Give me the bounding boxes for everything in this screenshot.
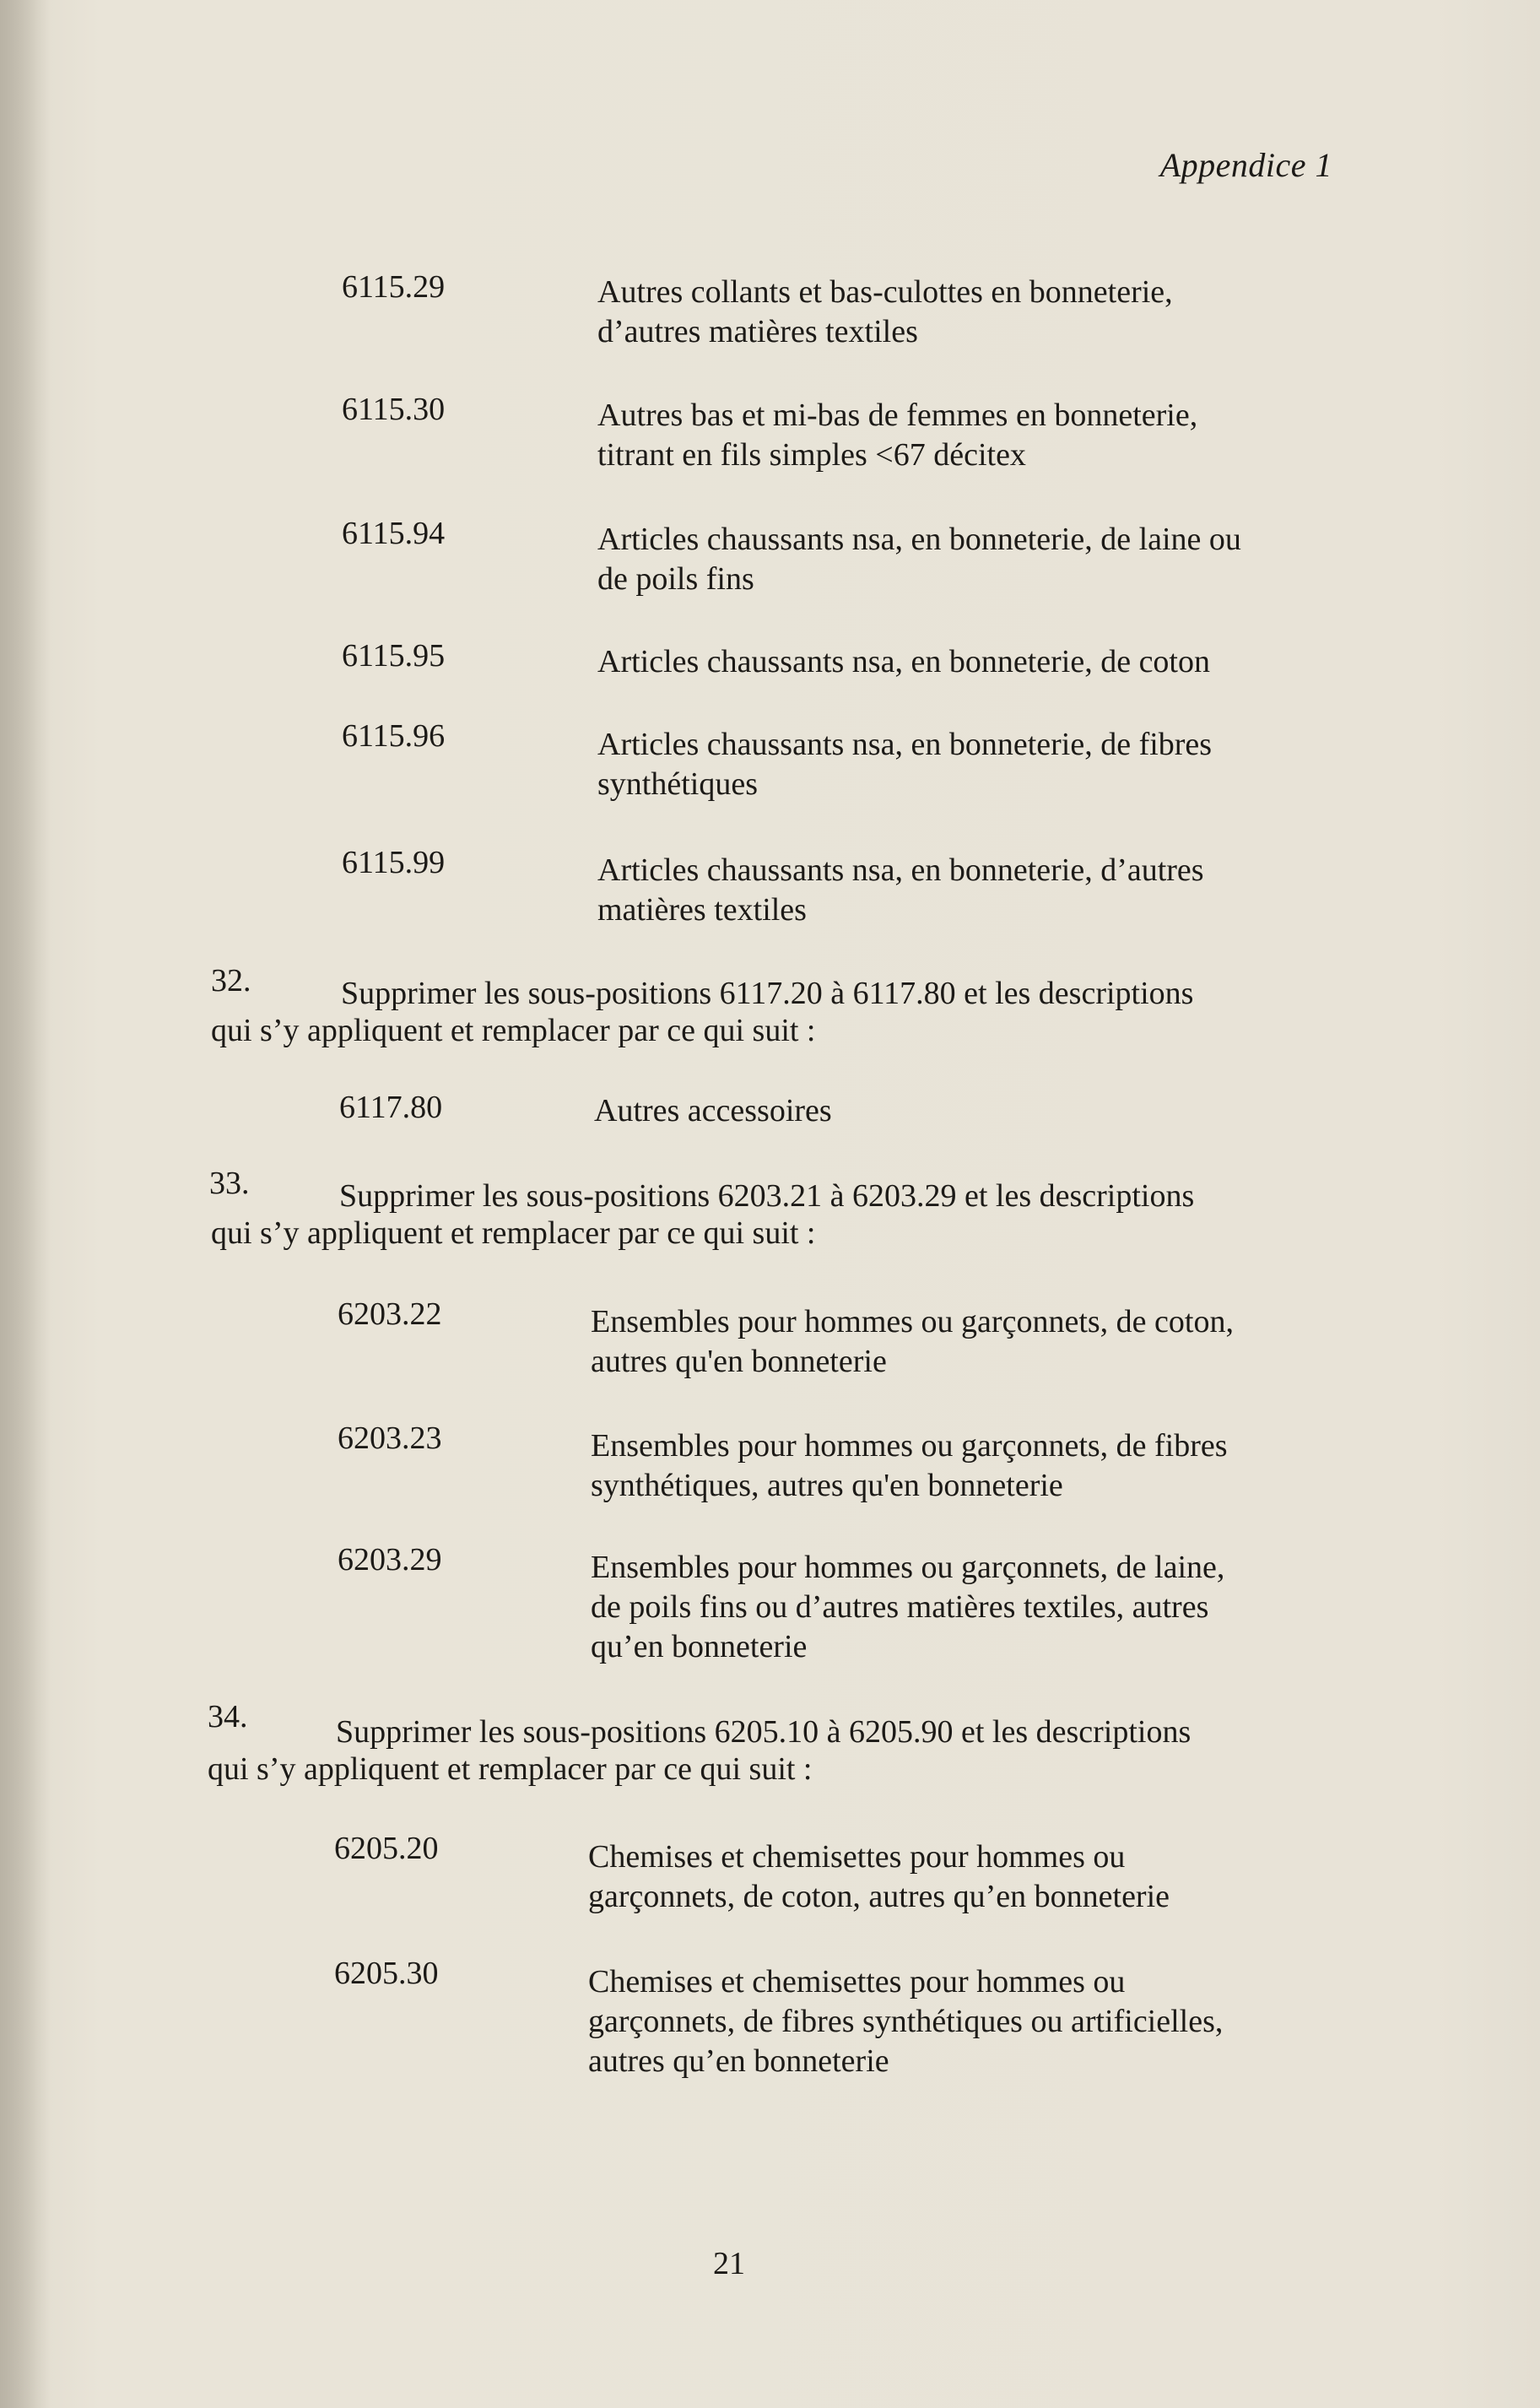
instruction-text — [211, 1177, 1308, 1252]
description-line: autres qu’en bonneterie — [588, 2043, 889, 2079]
instruction-number: 34. — [208, 1699, 248, 1734]
tariff-code: 6203.23 — [338, 1420, 442, 1456]
tariff-description — [588, 1837, 1331, 1917]
tariff-description — [597, 725, 1340, 804]
description-line: autres qu'en bonneterie — [591, 1344, 887, 1379]
description-line: synthétiques, autres qu'en bonneterie — [591, 1468, 1063, 1503]
description-line: Autres collants et bas-culottes en bonneterie, — [597, 274, 1173, 310]
description-line: d’autres matières textiles — [597, 314, 918, 349]
tariff-code: 6115.99 — [342, 845, 446, 880]
description-line: de poils fins — [597, 561, 754, 597]
instruction-line: qui s’y appliquent et remplacer par ce qui suit : — [211, 1215, 816, 1251]
instruction-line: qui s’y appliquent et remplacer par ce qui suit : — [211, 1013, 816, 1048]
tariff-description — [597, 273, 1340, 352]
running-header: Appendice 1 — [1159, 146, 1332, 184]
description-line: matières textiles — [597, 892, 807, 928]
tariff-description — [591, 1426, 1333, 1506]
description-line: Autres bas et mi-bas de femmes en bonneterie, — [597, 398, 1198, 433]
description-line: garçonnets, de fibres synthétiques ou artificielles, — [588, 2004, 1224, 2039]
description-line: qu’en bonneterie — [591, 1629, 808, 1664]
tariff-description — [597, 520, 1340, 599]
instruction-line: Supprimer les sous-positions 6117.20 à 6117.80 et les descriptions — [341, 976, 1194, 1011]
tariff-code: 6115.29 — [342, 269, 446, 305]
tariff-description — [591, 1302, 1333, 1382]
description-line: Autres accessoires — [594, 1093, 832, 1128]
instruction-line: qui s’y appliquent et remplacer par ce qui suit : — [208, 1751, 813, 1787]
tariff-code: 6205.20 — [334, 1831, 439, 1866]
tariff-description — [597, 642, 1340, 682]
instruction-line: Supprimer les sous-positions 6205.10 à 6205.90 et les descriptions — [336, 1714, 1191, 1750]
tariff-code: 6205.30 — [334, 1956, 439, 1991]
instruction-line: Supprimer les sous-positions 6203.21 à 6203.29 et les descriptions — [339, 1178, 1195, 1214]
description-line: Ensembles pour hommes ou garçonnets, de coton, — [591, 1304, 1234, 1339]
instruction-number: 33. — [209, 1166, 250, 1201]
tariff-description — [597, 851, 1340, 930]
description-line: synthétiques — [597, 766, 758, 802]
tariff-code: 6115.94 — [342, 516, 446, 551]
description-line: de poils fins ou d’autres matières textiles, autres — [591, 1589, 1209, 1625]
tariff-description — [591, 1548, 1333, 1667]
description-line: Ensembles pour hommes ou garçonnets, de fibres — [591, 1428, 1228, 1464]
instruction-text — [211, 975, 1308, 1049]
binding-shadow — [0, 0, 51, 2408]
instruction-number: 32. — [211, 963, 251, 998]
description-line: Articles chaussants nsa, en bonneterie, de coton — [597, 644, 1210, 679]
description-line: Chemises et chemisettes pour hommes ou — [588, 1839, 1126, 1875]
tariff-code: 6115.96 — [342, 718, 446, 754]
tariff-code: 6203.29 — [338, 1542, 442, 1577]
description-line: Articles chaussants nsa, en bonneterie, d’autres — [597, 852, 1204, 888]
description-line: Articles chaussants nsa, en bonneterie, de laine ou — [597, 522, 1241, 557]
description-line: Chemises et chemisettes pour hommes ou — [588, 1964, 1126, 1999]
description-line: titrant en fils simples <67 décitex — [597, 437, 1026, 473]
description-line: Ensembles pour hommes ou garçonnets, de laine, — [591, 1550, 1225, 1585]
description-line: garçonnets, de coton, autres qu’en bonneterie — [588, 1879, 1170, 1914]
tariff-description — [597, 396, 1340, 475]
description-line: Articles chaussants nsa, en bonneterie, de fibres — [597, 727, 1213, 762]
tariff-code: 6203.22 — [338, 1296, 442, 1332]
tariff-description — [588, 1962, 1331, 2081]
tariff-code: 6115.95 — [342, 638, 446, 674]
instruction-text — [208, 1713, 1305, 1788]
tariff-code: 6115.30 — [342, 392, 446, 427]
tariff-code: 6117.80 — [339, 1090, 443, 1125]
page-number: 21 — [713, 2246, 745, 2281]
tariff-description — [594, 1091, 1337, 1131]
